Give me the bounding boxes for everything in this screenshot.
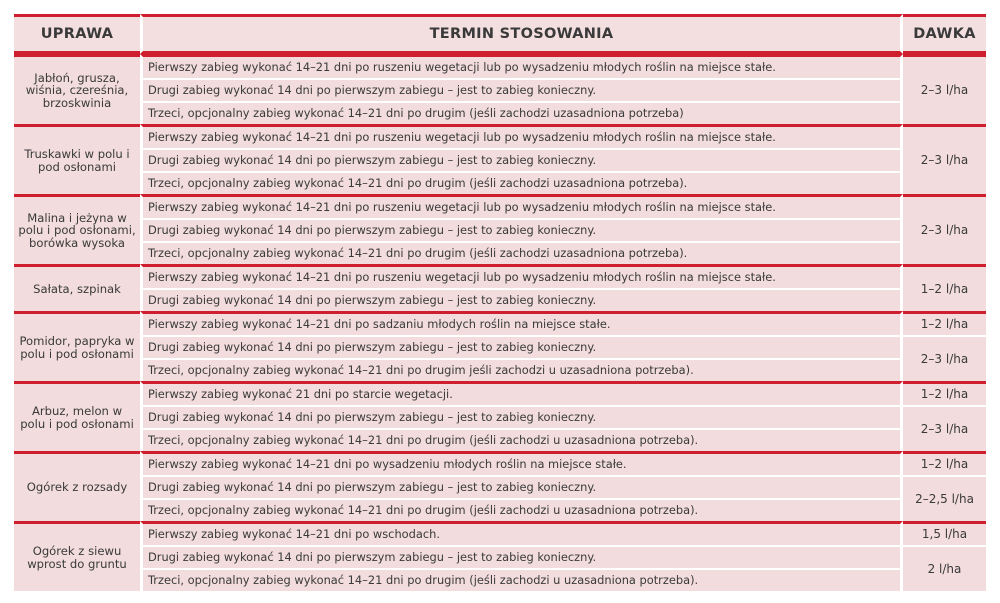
dose-cell: 2–3 l/ha [903,337,986,381]
term-cell: Trzeci, opcjonalny zabieg wykonać 14–21 dni po drugim (jeśli zachodzi uzasadniona potrzeba) [140,103,903,124]
table-row [14,80,986,103]
dose-cell: 1–2 l/ha [903,264,986,311]
dose-cell: 2–2,5 l/ha [903,477,986,521]
table-row [14,54,986,80]
table-row [14,311,986,337]
table-row [14,547,986,570]
term-cell: Pierwszy zabieg wykonać 14–21 dni po ruszeniu wegetacji lub po wysadzeniu młodych roślin na miejsce stałe. [140,194,903,220]
term-cell: Trzeci, opcjonalny zabieg wykonać 14–21 dni po drugim (jeśli zachodzi uzasadniona potrzeba). [140,243,903,264]
term-cell: Pierwszy zabieg wykonać 14–21 dni po sadzaniu młodych roślin na miejsce stałe. [140,311,903,337]
table-row [14,243,986,264]
term-cell: Drugi zabieg wykonać 14 dni po pierwszym zabiegu – jest to zabieg konieczny. [140,477,903,500]
term-cell: Pierwszy zabieg wykonać 14–21 dni po wschodach. [140,521,903,547]
term-cell: Trzeci, opcjonalny zabieg wykonać 14–21 dni po drugim (jeśli zachodzi u uzasadniona potrzeba). [140,430,903,451]
dosage-table [14,14,986,591]
term-cell: Pierwszy zabieg wykonać 21 dni po starcie wegetacji. [140,381,903,407]
table-row [14,477,986,500]
table-row [14,337,986,360]
header-row [14,14,986,54]
term-cell: Drugi zabieg wykonać 14 dni po pierwszym zabiegu – jest to zabieg konieczny. [140,220,903,243]
term-cell: Pierwszy zabieg wykonać 14–21 dni po ruszeniu wegetacji lub po wysadzeniu młodych roślin na miejsce stałe. [140,54,903,80]
table-row [14,124,986,150]
crop-cell: Ogórek z rozsady [14,451,140,521]
table-row [14,381,986,407]
table-row [14,194,986,220]
crop-cell: Sałata, szpinak [14,264,140,311]
dose-cell: 1–2 l/ha [903,311,986,337]
table-row [14,407,986,430]
table-row [14,521,986,547]
term-cell: Drugi zabieg wykonać 14 dni po pierwszym zabiegu – jest to zabieg konieczny. [140,547,903,570]
crop-cell: Pomidor, papryka w polu i pod osłonami [14,311,140,381]
table-row [14,500,986,521]
table-row [14,150,986,173]
crop-cell: Malina i jeżyna w polu i pod osłonami, borówka wysoka [14,194,140,264]
table-row [14,570,986,591]
dose-cell: 1,5 l/ha [903,521,986,547]
crop-cell: Truskawki w polu i pod osłonami [14,124,140,194]
table-row [14,173,986,194]
table-row [14,430,986,451]
term-cell: Trzeci, opcjonalny zabieg wykonać 14–21 dni po drugim (jeśli zachodzi u uzasadniona potrzeba). [140,570,903,591]
table-row [14,451,986,477]
term-cell: Drugi zabieg wykonać 14 dni po pierwszym zabiegu – jest to zabieg konieczny. [140,150,903,173]
header-dose: DAWKA [903,14,986,54]
header-term: TERMIN STOSOWANIA [140,14,903,54]
crop-cell: Arbuz, melon w polu i pod osłonami [14,381,140,451]
term-cell: Trzeci, opcjonalny zabieg wykonać 14–21 dni po drugim (jeśli zachodzi uzasadniona potrzeba). [140,173,903,194]
crop-cell: Jabłoń, grusza, wiśnia, czereśnia, brzoskwinia [14,54,140,124]
table-row [14,360,986,381]
dose-cell: 2–3 l/ha [903,54,986,124]
dose-cell: 1–2 l/ha [903,451,986,477]
term-cell: Drugi zabieg wykonać 14 dni po pierwszym zabiegu – jest to zabieg konieczny. [140,407,903,430]
term-cell: Pierwszy zabieg wykonać 14–21 dni po wysadzeniu młodych roślin na miejsce stałe. [140,451,903,477]
term-cell: Pierwszy zabieg wykonać 14–21 dni po ruszeniu wegetacji lub po wysadzeniu młodych roślin na miejsce stałe. [140,264,903,290]
term-cell: Trzeci, opcjonalny zabieg wykonać 14–21 dni po drugim (jeśli zachodzi u uzasadniona potrzeba). [140,500,903,521]
table-body [14,54,986,591]
header-crop: UPRAWA [14,14,140,54]
table-row [14,220,986,243]
crop-cell: Ogórek z siewu wprost do gruntu [14,521,140,591]
term-cell: Drugi zabieg wykonać 14 dni po pierwszym zabiegu – jest to zabieg konieczny. [140,290,903,311]
term-cell: Drugi zabieg wykonać 14 dni po pierwszym zabiegu – jest to zabieg konieczny. [140,80,903,103]
dose-cell: 2–3 l/ha [903,124,986,194]
table-row [14,103,986,124]
dosage-table-container [14,14,986,591]
term-cell: Trzeci, opcjonalny zabieg wykonać 14–21 dni po drugim jeśli zachodzi u uzasadniona potrzeba). [140,360,903,381]
dose-cell: 2–3 l/ha [903,194,986,264]
dose-cell: 1–2 l/ha [903,381,986,407]
term-cell: Drugi zabieg wykonać 14 dni po pierwszym zabiegu – jest to zabieg konieczny. [140,337,903,360]
table-row [14,264,986,290]
dose-cell: 2–3 l/ha [903,407,986,451]
term-cell: Pierwszy zabieg wykonać 14–21 dni po ruszeniu wegetacji lub po wysadzeniu młodych roślin na miejsce stałe. [140,124,903,150]
dose-cell: 2 l/ha [903,547,986,591]
table-row [14,290,986,311]
